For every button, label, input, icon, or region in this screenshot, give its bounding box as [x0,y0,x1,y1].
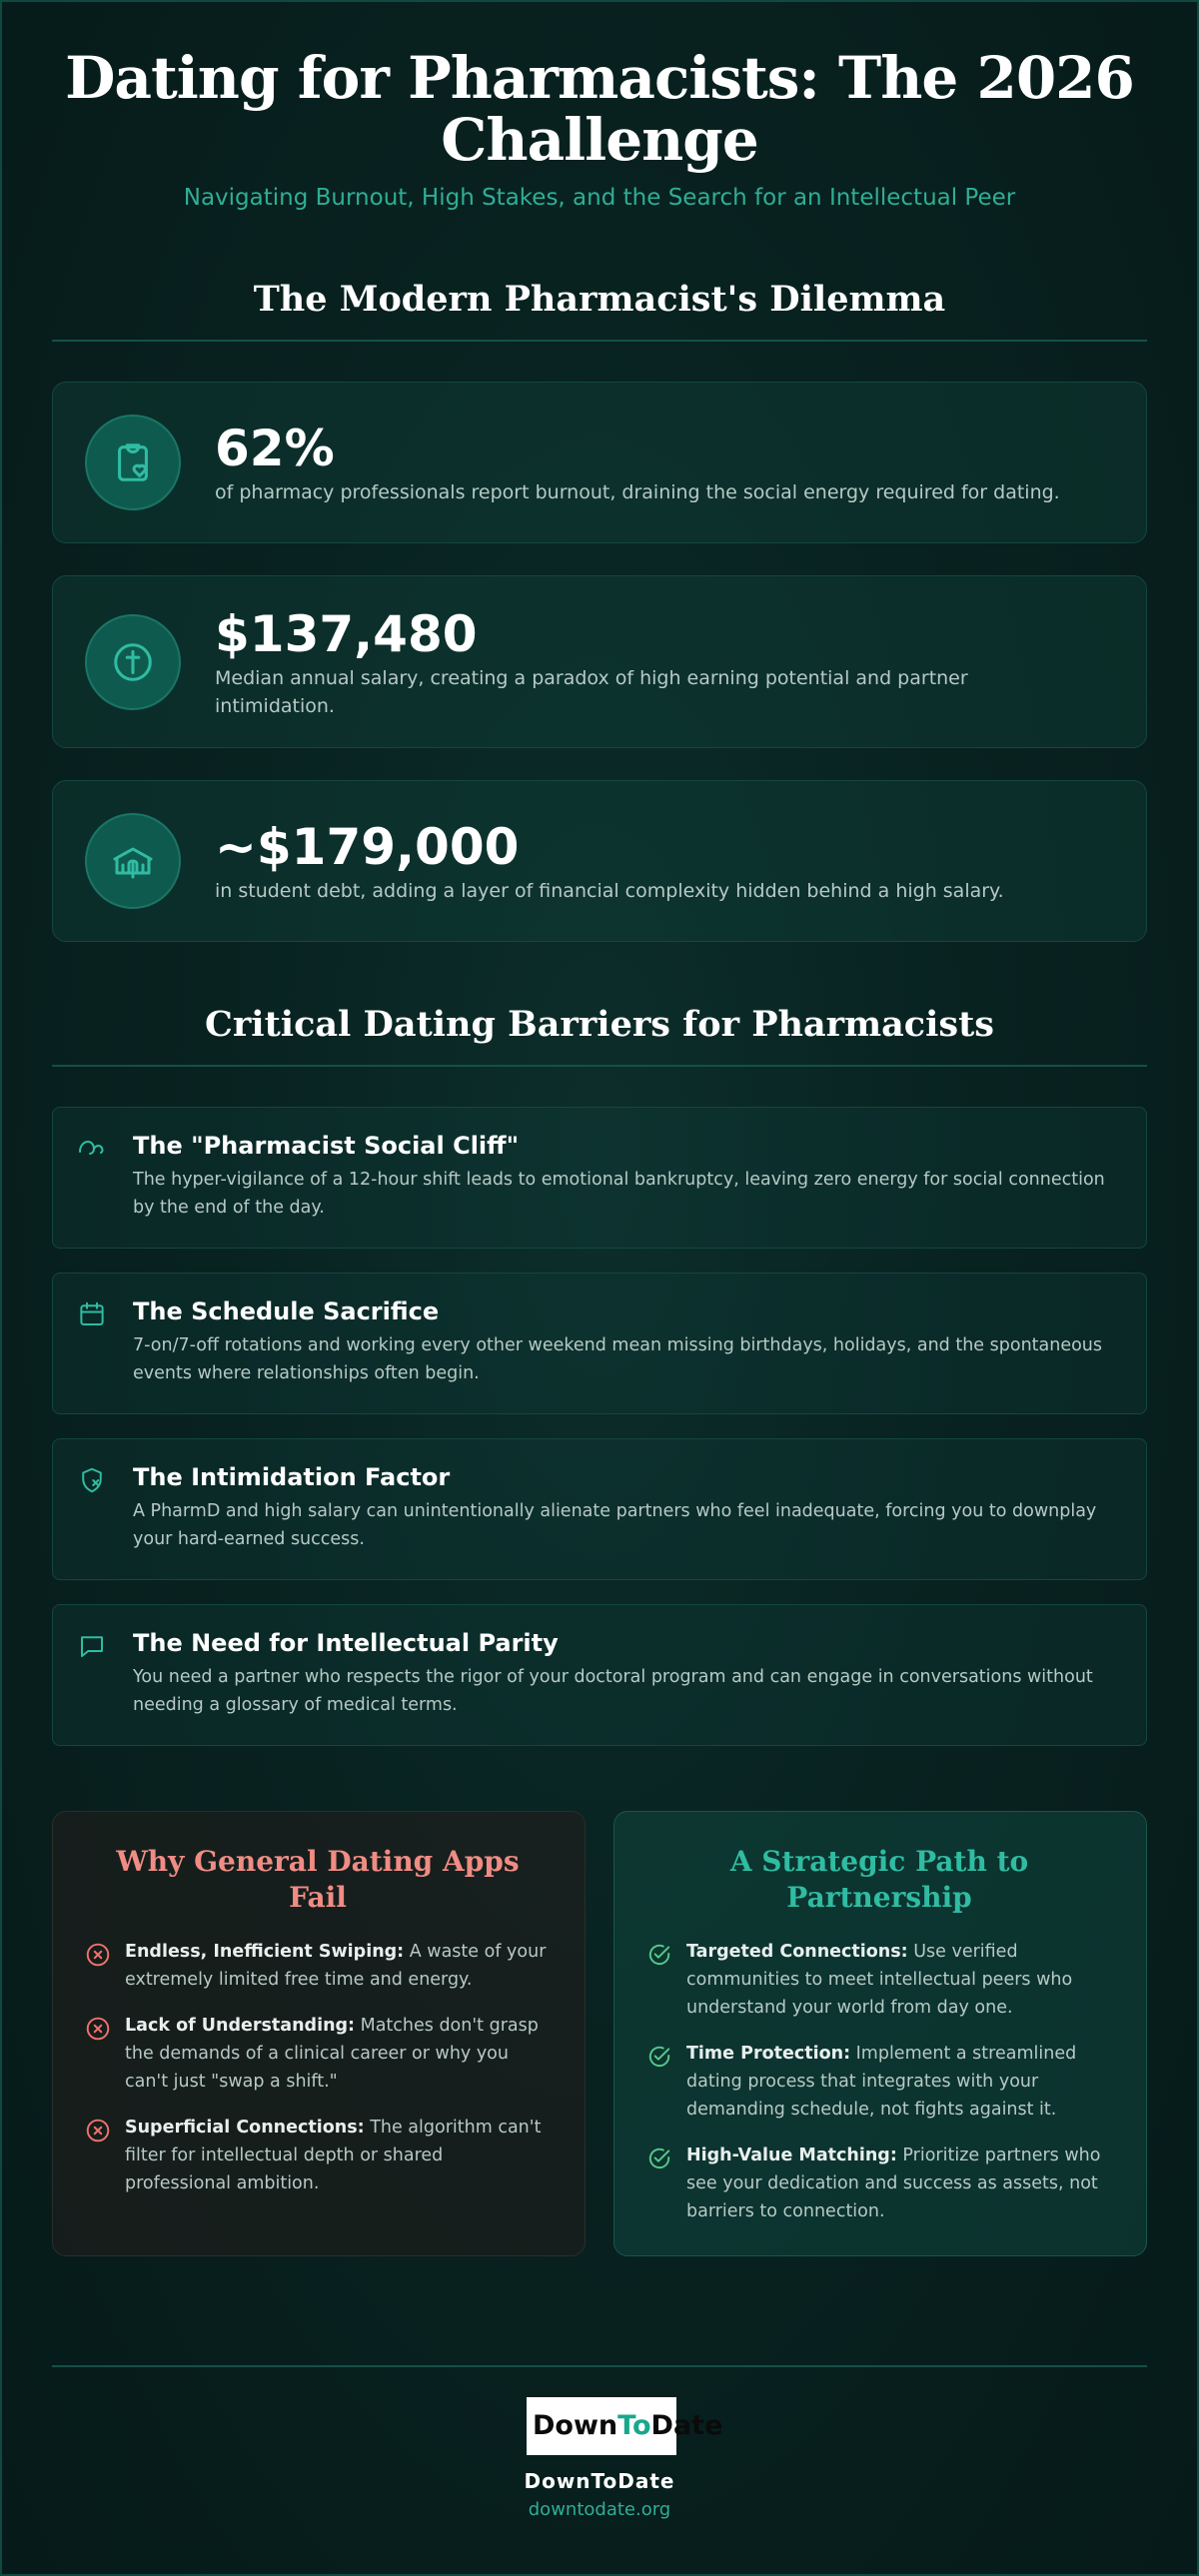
clipboard-heart-icon [85,415,181,510]
barriers-heading: Critical Dating Barriers for Pharmacists [52,1004,1147,1067]
item-bold: High-Value Matching: [686,2146,897,2165]
barrier-description: A PharmD and high salary can unintentionally alienate partners who feel inadequate, forcing you to downplay your hard-earned success. [133,1501,1097,1549]
list-item [646,1938,1112,2022]
stat-card-debt [52,780,1147,942]
item-bold: Targeted Connections: [686,1942,908,1962]
brand-name: DownToDate [524,2469,675,2493]
stat-value: $137,480 [215,604,478,663]
item-bold: Time Protection: [686,2044,851,2064]
item-bold: Endless, Inefficient Swiping: [125,1942,405,1962]
x-circle-icon [85,1938,113,1994]
brand-url-link[interactable]: downtodate.org [528,2499,671,2520]
barrier-title: The Schedule Sacrifice [133,1297,440,1325]
list-item [85,2012,551,2096]
strategic-path-panel [613,1811,1147,2256]
shield-x-icon [77,1461,113,1579]
barrier-title: The Intimidation Factor [133,1463,451,1491]
barrier-card [52,1438,1147,1580]
stat-card-burnout [52,382,1147,543]
barrier-card [52,1273,1147,1414]
logo-text-to: To [617,2410,651,2441]
brand-logo[interactable] [527,2397,723,2455]
item-text: Matches don't grasp the demands of a clinical career or why you can't just "swap a shift." [125,2016,539,2092]
page-subtitle: Navigating Burnout, High Stakes, and the Search for an Intellectual Peer [183,185,1016,211]
item-text: The algorithm can't filter for intellectual depth or shared professional ambition. [125,2118,542,2193]
barrier-title: The "Pharmacist Social Cliff" [133,1132,520,1160]
stat-description: of pharmacy professionals report burnout, draining the social energy required for dating. [215,481,1060,503]
chat-bubble-icon [77,1627,113,1745]
stat-description: in student debt, adding a layer of financial complexity hidden behind a high salary. [215,880,1004,902]
strategic-path-title: A Strategic Path to Partnership [729,1845,1029,1914]
stat-description: Median annual salary, creating a paradox of high earning potential and partner intimidation. [215,666,968,717]
stat-value: 62% [215,420,335,477]
item-bold: Superficial Connections: [125,2118,365,2138]
stat-value: ~$179,000 [215,818,520,876]
barrier-description: You need a partner who respects the rigor of your doctoral program and can engage in conversations without needing a glossary of medical terms. [133,1667,1093,1715]
item-bold: Lack of Understanding: [125,2016,356,2036]
check-circle-icon [646,2142,674,2225]
dilemma-heading: The Modern Pharmacist's Dilemma [52,279,1147,342]
list-item [646,2142,1112,2225]
item-text: A waste of your extremely limited free time and energy. [125,1942,547,1990]
wave-icon [77,1130,113,1248]
list-item [85,2114,551,2197]
barrier-card [52,1604,1147,1746]
page-title: Dating for Pharmacists: The 2026 Challenge [65,44,1134,174]
barrier-description: 7-on/7-off rotations and working every other weekend mean missing birthdays, holidays, and the spontaneous events where relationships often begin. [133,1335,1103,1383]
logo-text-down: Down [533,2410,618,2441]
item-text: Implement a streamlined dating process that integrates with your demanding schedule, not fights against it. [686,2044,1077,2120]
apps-fail-panel [52,1811,586,2256]
barrier-card [52,1107,1147,1249]
logo-text-date: Date [650,2410,723,2441]
list-item [646,2040,1112,2124]
check-circle-icon [646,2040,674,2124]
x-circle-icon [85,2114,113,2197]
list-item [85,1938,551,1994]
calendar-icon [77,1295,113,1413]
apps-fail-title: Why General Dating Apps Fail [116,1845,520,1914]
footer-divider [52,2365,1147,2367]
coin-icon [85,614,181,710]
item-text: Prioritize partners who see your dedication and success as assets, not barriers to connection. [686,2146,1101,2221]
x-circle-icon [85,2012,113,2096]
check-circle-icon [646,1938,674,2022]
barrier-title: The Need for Intellectual Parity [133,1629,559,1657]
bank-icon [85,813,181,909]
stat-card-salary [52,575,1147,748]
item-text: Use verified communities to meet intellectual peers who understand your world from day one. [686,1942,1073,2018]
barrier-description: The hyper-vigilance of a 12-hour shift leads to emotional bankruptcy, leaving zero energy for social connection by the end of the day. [133,1170,1105,1218]
